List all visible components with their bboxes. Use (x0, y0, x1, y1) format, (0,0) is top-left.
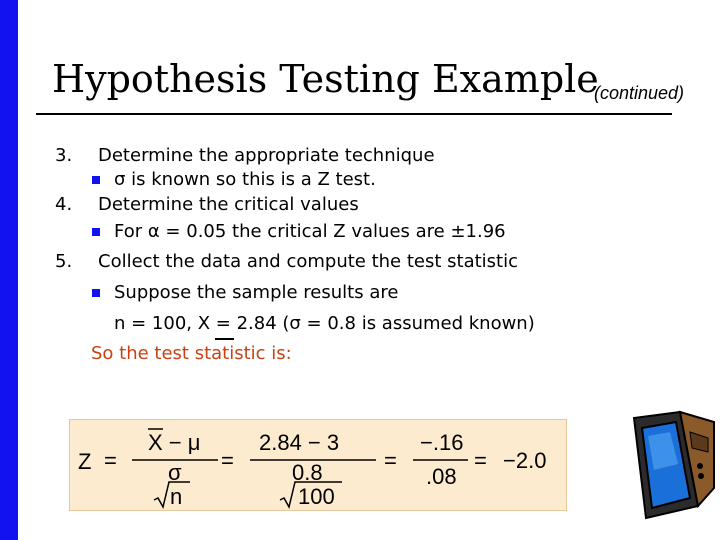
formula-f1-root: n (170, 484, 183, 509)
formula-equals: = (384, 448, 397, 473)
formula-equals: = (474, 448, 487, 473)
formula-equals: = (104, 448, 117, 473)
step-number: 5. (55, 251, 73, 272)
formula-result: −2.0 (503, 448, 547, 473)
slide-subtitle: (continued) (594, 83, 685, 103)
formula-f3-denominator: .08 (426, 464, 457, 489)
square-bullet-icon (92, 228, 100, 236)
square-bullet-icon (92, 176, 100, 184)
step-number: 4. (55, 194, 73, 215)
step-text: Collect the data and compute the test statistic (98, 251, 518, 272)
step-5-bullet: Suppose the sample results are (114, 282, 399, 303)
statistic-intro: So the test statistic is: (91, 343, 292, 364)
step-text: Determine the critical values (98, 194, 359, 215)
formula-f2-root: 100 (298, 484, 335, 509)
formula-f1-numerator: X − μ (148, 430, 201, 455)
x-bar-overline (215, 338, 234, 340)
formula-f1-sigma: σ (168, 460, 182, 485)
slide-title: Hypothesis Testing Example (52, 57, 599, 101)
step-number: 3. (55, 145, 73, 166)
formula-f2-numerator: 2.84 − 3 (259, 430, 340, 455)
step-4 (55, 194, 359, 216)
formula-equals: = (221, 448, 234, 473)
square-bullet-icon (92, 289, 100, 297)
formula-f2-sigma: 0.8 (292, 460, 323, 485)
formula-f3-numerator: −.16 (420, 430, 464, 455)
step-4-bullet: For α = 0.05 the critical Z values are ±1.96 (114, 221, 506, 242)
step-3 (55, 145, 435, 167)
television-clipart-icon (628, 410, 716, 520)
formula-z: Z (78, 449, 92, 474)
step-text: Determine the appropriate technique (98, 145, 435, 166)
step-3-bullet: σ is known so this is a Z test. (114, 169, 376, 190)
left-accent-bar (0, 0, 18, 540)
sample-results: n = 100, X = 2.84 (σ = 0.8 is assumed known) (114, 313, 535, 334)
step-5 (55, 251, 518, 273)
title-underline (36, 113, 672, 115)
test-statistic-formula (69, 419, 567, 511)
